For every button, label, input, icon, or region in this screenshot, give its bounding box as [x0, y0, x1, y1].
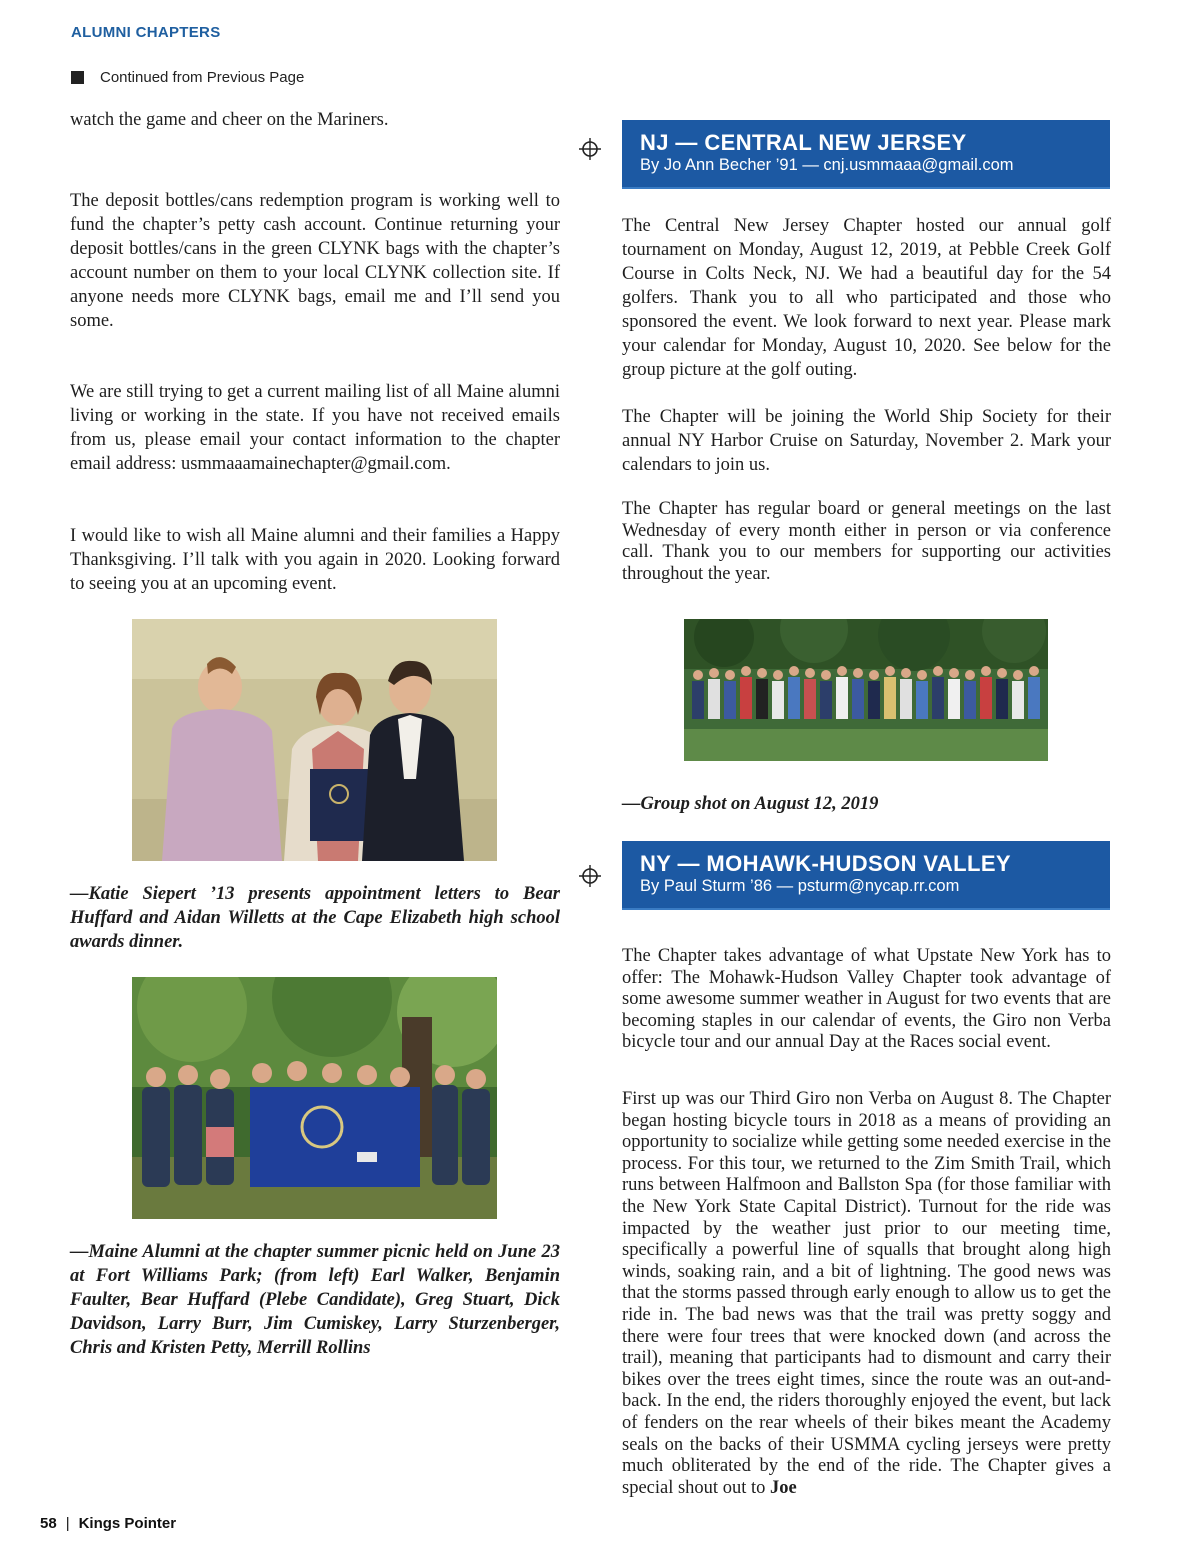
- nj-paragraph-1: The Central New Jersey Chapter hosted our annual golf tournament on Monday, August 12, 2019, at Pebble Creek Golf Course in Colts Neck, NJ. We had a beautiful day for the 54 golfers. Thank you to all who participated and those who sponsored the event. We look forward to next year. Please mark your calendar for Monday, August 10, 2020. See below for the group picture at the golf outing.: [622, 216, 1111, 380]
- nj-byline: By Jo Ann Becher ’91 — cnj.usmmaaa@gmail.com: [640, 156, 1014, 174]
- ny-paragraph-2-bold: Joe: [769, 1477, 797, 1498]
- photo-caption-2: —Maine Alumni at the chapter summer picnic held on June 23 at Fort Williams Park; (from left) Earl Walker, Benjamin Faulter, Bear Huffard (Plebe Candidate), Greg Stuart, Dick Davidson, Larry Burr, Jim Cumiskey, Larry Sturzenberger, Chris and Kristen Petty, Merrill Rollins: [70, 1242, 560, 1358]
- left-paragraph-2: The deposit bottles/cans redemption program is working well to fund the chapter’s petty cash account. Continue returning your deposit bottles/cans in the green CLYNK bags with the chapter’s account number on them to your local CLYNK collection site. If anyone needs more CLYNK bags, email me and I’ll send you some.: [70, 191, 560, 331]
- nj-section-header: [622, 120, 1110, 189]
- section-label: ALUMNI CHAPTERS: [71, 24, 221, 41]
- footer-separator: |: [65, 1515, 70, 1532]
- continued-text: Continued from Previous Page: [100, 69, 305, 86]
- photo-appointment-letters: [132, 619, 497, 861]
- registration-mark-icon: [579, 138, 601, 165]
- left-paragraph-4: I would like to wish all Maine alumni and their families a Happy Thanksgiving. I’ll talk with you again in 2020. Looking forward to seeing you at an upcoming event.: [70, 526, 560, 594]
- left-paragraph-1: watch the game and cheer on the Mariners.: [70, 110, 389, 130]
- left-paragraph-3: We are still trying to get a current mailing list of all Maine alumni living or working in the state. If you have not received emails from us, please email your contact information to the chapter email address: usmmaaamainechapter@gmail.com.: [70, 382, 560, 474]
- page-footer: [40, 1515, 176, 1532]
- nj-photo-caption: —Group shot on August 12, 2019: [622, 794, 879, 814]
- ny-paragraph-2: [622, 1089, 1111, 1499]
- page-number: 58: [40, 1515, 57, 1532]
- ny-paragraph-1: The Chapter takes advantage of what Upstate New York has to offer: The Mohawk-Hudson Valley Chapter took advantage of some awesome summer weather in August for two events that are becoming staples in our calendar of events, the Giro non Verba bicycle tour and our annual Day at the Races social event.: [622, 946, 1111, 1053]
- ny-byline: By Paul Sturm ’86 — psturm@nycap.rr.com: [640, 877, 960, 895]
- publication-name: Kings Pointer: [78, 1515, 177, 1532]
- registration-mark-icon: [579, 865, 601, 892]
- nj-title: NJ — CENTRAL NEW JERSEY: [640, 130, 967, 155]
- photo-golf-group: [684, 619, 1048, 761]
- ny-section-header: [622, 841, 1110, 910]
- ny-paragraph-2-text: First up was our Third Giro non Verba on August 8. The Chapter began hosting bicycle tours in 2018 as a means of providing an opportunity to socialize while getting some needed exercise in the process. For this tour, we returned to the Zim Smith Trail, which runs between Halfmoon and Ballston Spa (for those familiar with the New York State Capital District). Turnout for the ride was impacted by the weather just prior to our meeting time, specifically a powerful line of squalls that brought along high winds, soaking rain, and a bit of lightning. The good news was that the storms passed through early enough to allow us to get the ride in. The bad news was that the trail was pretty soggy and there were four trees that were knocked down (and across the trail), meaning that participants had to dismount and carry their bikes over the trees eight times, since the route was an out-and-back. In the end, the riders thoroughly enjoyed the event, but lack of fenders on the rear wheels of their bikes meant the Academy seals on the backs of their USMMA cycling jerseys were pretty much obliterated by the end of the ride. The Chapter gives a special shout out to: [622, 1089, 1111, 1498]
- continued-note: [71, 69, 304, 86]
- photo-summer-picnic: [132, 977, 497, 1219]
- nj-paragraph-2: The Chapter will be joining the World Ship Society for their annual NY Harbor Cruise on Saturday, November 2. Mark your calendars to join us.: [622, 407, 1111, 475]
- square-bullet-icon: [71, 71, 84, 84]
- nj-paragraph-3: The Chapter has regular board or general meetings on the last Wednesday of every month either in person or via conference call. Thank you to our members for supporting our activities throughout the year.: [622, 499, 1111, 584]
- photo-caption-1: —Katie Siepert ’13 presents appointment letters to Bear Huffard and Aidan Willetts at the Cape Elizabeth high school awards dinner.: [70, 884, 560, 952]
- ny-title: NY — MOHAWK-HUDSON VALLEY: [640, 851, 1011, 876]
